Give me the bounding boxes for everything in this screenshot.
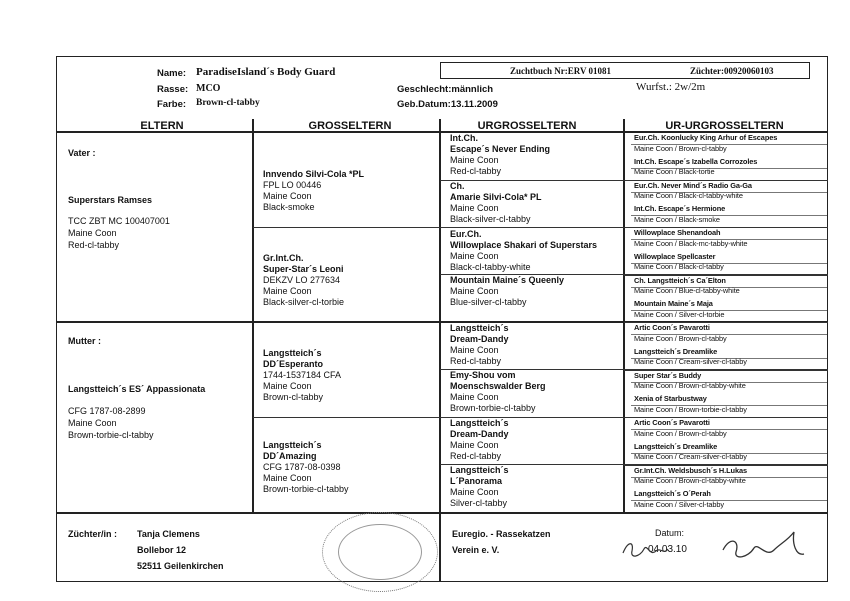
- zuechter-nr: Züchter:00920060103: [690, 66, 774, 76]
- great-great-grandparent-9: Artic Coon´s Pavarotti Maine Coon / Brown-cl-tabby: [634, 323, 727, 343]
- zuchtbuch-nr: Zuchtbuch Nr:ERV 01081: [510, 66, 612, 76]
- verein-line-2: Verein e. V.: [452, 545, 500, 555]
- great-great-grandparent-12: Xenia of Starbustway Maine Coon / Brown-torbie-cl-tabby: [634, 394, 747, 414]
- mutter-name: Langstteich´s ES´ Appassionata: [68, 384, 206, 394]
- vater-breed: Maine Coon: [68, 228, 117, 238]
- great-great-grandparent-14: Langstteich´s Dreamlike Maine Coon / Cream-silver-cl-tabby: [634, 441, 747, 462]
- great-great-grandparent-6: Willowplace Spellcaster Maine Coon / Black-cl-tabby: [634, 251, 724, 272]
- zuechter-name: Tanja Clemens: [137, 529, 200, 539]
- mutter-breed: Maine Coon: [68, 418, 117, 428]
- mutter-label: Mutter :: [68, 336, 101, 346]
- wurfstaerke: Wurfst.: 2w/2m: [636, 81, 706, 93]
- great-great-grandparent-16: Langstteich´s O´Perah Maine Coon / Silver-cl-tabby: [634, 489, 725, 509]
- mutter-color: Brown-torbie-cl-tabby: [68, 430, 154, 440]
- name-label: Name:: [157, 68, 187, 79]
- signature-right: [718, 528, 808, 568]
- great-great-grandparent-4: Int.Ch. Escape´s Hermione Maine Coon / Black-smoke: [634, 204, 726, 224]
- datum-label: Datum:: [655, 528, 685, 538]
- col-divider-3: [623, 119, 625, 512]
- footer-divider: [56, 512, 828, 514]
- farbe-value: Brown-cl-tabby: [196, 98, 260, 108]
- geb-datum: Geb.Datum:13.11.2009: [397, 99, 498, 110]
- great-great-grandparent-7: Ch. Langstteich´s Ca´Elton Maine Coon / Blue-cl-tabby-white: [634, 275, 740, 295]
- vater-label: Vater :: [68, 148, 96, 158]
- col-divider-1: [252, 119, 254, 512]
- mutter-reg: CFG 1787-08-2899: [68, 406, 146, 416]
- great-grandparent-2: Ch. Amarie Silvi-Cola* PL Maine Coon Black-silver-cl-tabby: [450, 181, 542, 224]
- cat-name: ParadiseIsland´s Body Guard: [196, 66, 336, 78]
- datum-value: 04.03.10: [648, 544, 687, 555]
- great-great-grandparent-2: Int.Ch. Escape´s Izabella Corrozoles Maine Coon / Black-tortie: [634, 156, 758, 177]
- verein-line-1: Euregio. - Rassekatzen: [452, 529, 551, 539]
- great-great-grandparent-10: Langstteich´s Dreamlike Maine Coon / Cream-silver-cl-tabby: [634, 346, 747, 367]
- vater-color: Red-cl-tabby: [68, 240, 120, 250]
- grandparent-4: Langstteich´s DD´Amazing CFG 1787-08-0398 Maine Coon Brown-torbie-cl-tabby: [263, 440, 349, 494]
- rasse-label: Rasse:: [157, 84, 189, 95]
- great-grandparent-8: Langstteich´s L´Panorama Maine Coon Silver-cl-tabby: [450, 465, 509, 508]
- great-great-grandparent-11: Super Star´s Buddy Maine Coon / Brown-cl-tabby-white: [634, 370, 746, 390]
- great-grandparent-6: Emy-Shou vom Moenschswalder Berg Maine Coon Brown-torbie-cl-tabby: [450, 370, 546, 413]
- zuechter-label: Züchter/in :: [68, 529, 117, 539]
- rasse-value: MCO: [196, 83, 221, 94]
- zuechter-city: 52511 Geilenkirchen: [137, 561, 224, 571]
- signature-left: [620, 535, 670, 565]
- great-grandparent-4: Mountain Maine´s Queenly Maine Coon Blue-silver-cl-tabby: [450, 275, 565, 307]
- great-great-grandparent-15: Gr.Int.Ch. Weldsbusch´s H.Lukas Maine Coon / Brown-cl-tabby-white: [634, 465, 747, 485]
- great-great-grandparent-5: Willowplace Shenandoah Maine Coon / Black-mc-tabby-white: [634, 228, 748, 248]
- great-grandparent-5: Langstteich´s Dream-Dandy Maine Coon Red-cl-tabby: [450, 323, 509, 366]
- club-stamp-inner: [338, 524, 422, 580]
- col-urgrosseltern: URGROSSELTERN: [477, 120, 577, 132]
- geschlecht: Geschlecht:männlich: [397, 84, 494, 95]
- vater-name: Superstars Ramses: [68, 195, 153, 205]
- grandparent-1: Innvendo Silvi-Cola *PL FPL LO 00446 Maine Coon Black-smoke: [263, 169, 365, 212]
- great-grandparent-7: Langstteich´s Dream-Dandy Maine Coon Red-cl-tabby: [450, 418, 509, 461]
- great-great-grandparent-13: Artic Coon´s Pavarotti Maine Coon / Brown-cl-tabby: [634, 418, 727, 438]
- col-eltern: ELTERN: [140, 120, 184, 132]
- grandparent-3: Langstteich´s DD´Esperanto 1744-1537184 CFA Maine Coon Brown-cl-tabby: [263, 348, 342, 402]
- col-grosseltern: GROSSELTERN: [308, 120, 392, 132]
- great-grandparent-3: Eur.Ch. Willowplace Shakari of Superstars Maine Coon Black-cl-tabby-white: [450, 229, 597, 272]
- great-grandparent-1: Int.Ch. Escape´s Never Ending Maine Coon Red-cl-tabby: [450, 133, 551, 176]
- vater-reg: TCC ZBT MC 100407001: [68, 216, 170, 226]
- great-great-grandparent-8: Mountain Maine´s Maja Maine Coon / Silver-cl-torbie: [634, 299, 725, 319]
- great-great-grandparent-3: Eur.Ch. Never Mind´s Radio Ga-Ga Maine Coon / Black-cl-tabby-white: [634, 180, 752, 200]
- grandparent-2: Gr.Int.Ch. Super-Star´s Leoni DEKZV LO 277634 Maine Coon Black-silver-cl-torbie: [263, 253, 345, 307]
- great-great-grandparent-1: Eur.Ch. Koonlucky King Arhur of Escapes Maine Coon / Brown-cl-tabby: [634, 133, 778, 153]
- col-ururgrosseltern: UR-URGROSSELTERN: [665, 120, 784, 132]
- zuechter-street: Bollebor 12: [137, 545, 187, 555]
- farbe-label: Farbe:: [157, 99, 187, 110]
